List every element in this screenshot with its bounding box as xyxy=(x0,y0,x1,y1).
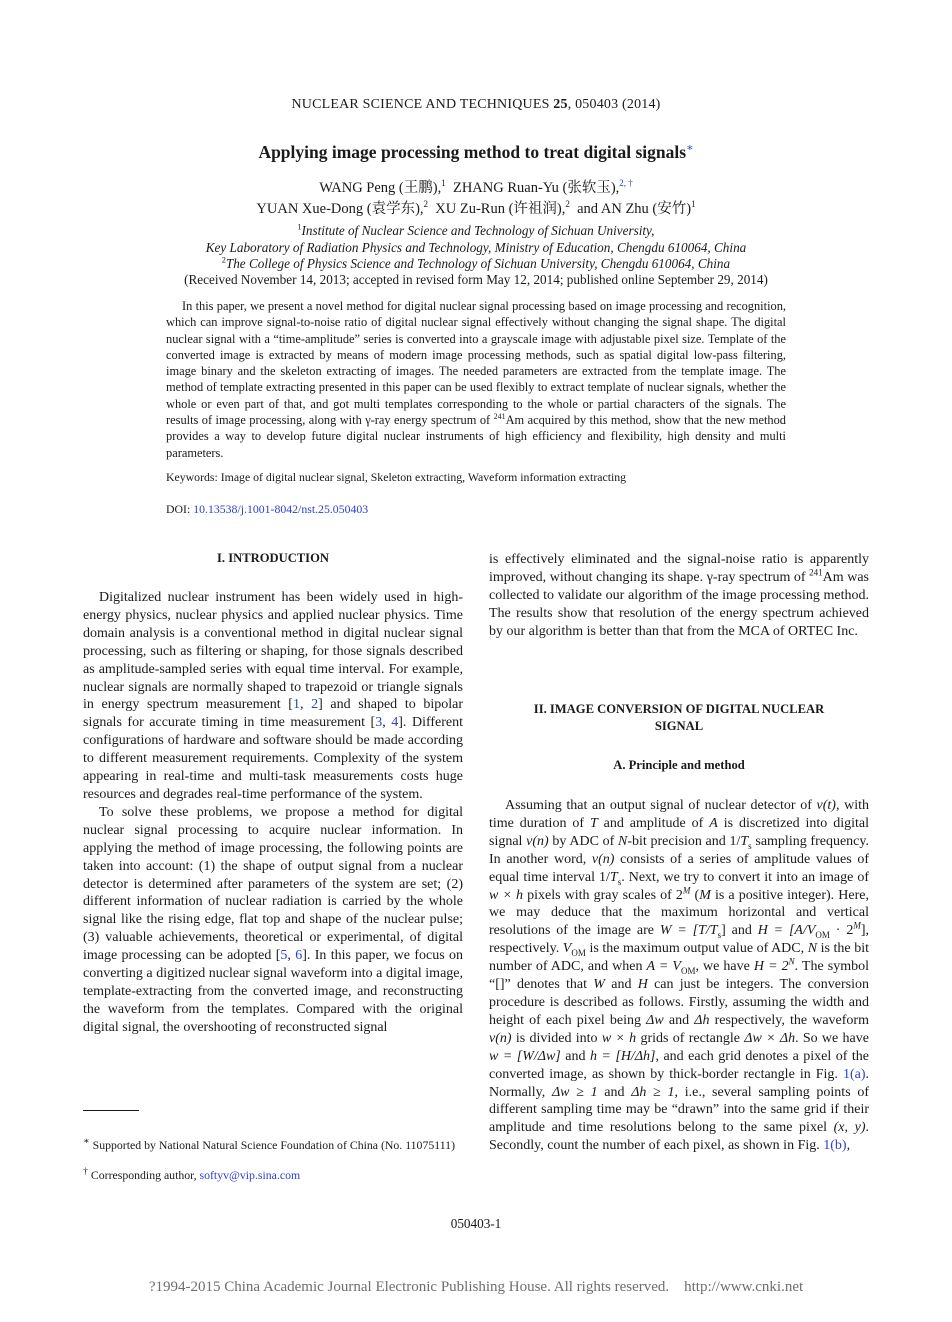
email-link[interactable]: softyv@vip.sina.com xyxy=(199,1168,301,1182)
method-text: consists of a series of amplitude values of equal time interval 1/ xyxy=(489,851,869,885)
math: Δw xyxy=(646,1012,664,1028)
math: H = 2 xyxy=(753,959,789,975)
author-sup: 1 xyxy=(691,199,696,210)
math: A = V xyxy=(646,959,681,975)
abstract-sup: 241 xyxy=(493,411,506,421)
paper-title-text: Applying image processing method to treat digital signals xyxy=(258,142,687,162)
author-yuan-xuedong: YUAN Xue-Dong (袁学东), xyxy=(256,201,424,217)
author-zhang-ruanyu: ZHANG Ruan-Yu (张软玉), xyxy=(452,180,620,196)
method-text: and xyxy=(560,1048,590,1064)
math: (x, y) xyxy=(833,1120,866,1136)
math-sub: s xyxy=(617,876,622,887)
method-text: , with time duration of xyxy=(489,798,869,831)
copyright-footer xyxy=(0,1279,952,1296)
method-text: pixels with gray scales of 2 xyxy=(523,887,683,903)
method-text: is divided into xyxy=(511,1030,602,1046)
author-sup: 2, † xyxy=(619,178,633,189)
author-line-2 xyxy=(0,199,952,219)
title-footnote-mark[interactable]: ∗ xyxy=(686,142,694,155)
math: N xyxy=(618,833,628,849)
author-xu-zurun: XU Zu-Run (许祖润), xyxy=(435,201,566,217)
footnote-text: Supported by National Natural Science Foundation of China (No. 11075111) xyxy=(92,1138,455,1152)
footnote-funding xyxy=(83,1138,463,1153)
math: h = [H/Δh] xyxy=(589,1048,656,1064)
method-body xyxy=(489,797,869,1155)
intro-text: ]. In this paper, we focus on converting a digitized nuclear signal waveform into a digital image, template-extracting from the converted image, and reconstructing the waveform from the templates. Compared with the original digital signal, the overshooting of reconstructed signal xyxy=(83,948,463,1035)
copyright-text: ?1994-2015 China Academic Journal Electronic Publishing House. All rights reserved. xyxy=(148,1279,670,1295)
cnki-link[interactable]: http://www.cnki.net xyxy=(684,1279,804,1295)
author-an-zhu: and AN Zhu (安竹) xyxy=(577,201,692,217)
math: M xyxy=(699,887,711,903)
affiliation-2 xyxy=(0,256,952,272)
method-text: can just be integers. The conversion procedure is described as follows. Firstly, assuming the width and height of each pixel being xyxy=(489,977,869,1028)
math-sub: OM xyxy=(680,965,696,976)
footnote-text: Corresponding author, xyxy=(90,1168,200,1182)
math: T xyxy=(589,815,598,831)
intro-text: Digitalized nuclear instrument has been widely used in high-energy physics, nuclear physics and applied nuclear physics. Time domain analysis is a conventional method in digital nuclear signal processing, such as filtering or shaping, for those signals described as amplitude-sampled series with equal time interval. For example, nuclear signals are normally shaped to trapezoid or triangle signals in energy spectrum measurement [ xyxy=(83,590,463,713)
math: H = [A/V xyxy=(757,923,816,939)
method-text: is a positive integer). Here, we may deduce that the maximum horizontal and vertical resolutions of the image are xyxy=(489,887,869,939)
method-text: , i.e., several sampling points of different sampling time may be “drawn” into the same grid if their amplitude and time resolutions belong to the same pixel xyxy=(489,1084,869,1136)
method-text: , respectively. xyxy=(489,923,869,957)
math-sub: s xyxy=(748,840,752,851)
method-text: ( xyxy=(690,887,700,903)
intro-paragraph-2-end xyxy=(489,551,869,641)
math: A xyxy=(709,815,718,831)
footnote-mark: ∗ xyxy=(83,1136,90,1148)
abstract-text: In this paper, we present a novel method for digital nuclear signal processing based on image processing and recognition, which can improve signal-to-noise ratio of digital nuclear signal effectively without changing the signal shape. The digital nuclear signal with a “time-amplitude” series is converted into a grayscale image with adjustable pixel size. Template of the converted image is extracted by means of modern image processing methods, such as spatial digital low-pass filtering, image binary and the skeleton extracting of images. The needed parameters are extracted from the template image. The method of template extracting presented in this paper can be used flexibly to extract template of nuclear signals, whether the whole or even part of that, and got multi templates corresponding to the whole or partial characters of the signals. The results of image processing, along with γ-ray energy spectrum of xyxy=(166,299,786,428)
intro-text: ]. Different configurations of hardware and software should be made according to different measurement requirements. Complexity of the system appearing in real-time and multi-task measurements costs huge resources and degrades real-time performance of the system. xyxy=(83,715,464,802)
method-text: is discretized into digital signal xyxy=(489,815,869,849)
introduction-continued xyxy=(489,551,869,641)
intro-text: Am was collected to validate our algorithm of the image processing method. The results show that resolution of the energy spectrum achieved by our algorithm is better than that from the MCA of ORTEC Inc. xyxy=(489,569,870,639)
intro-paragraph-1: Digitalized nuclear instrument has been widely used in high-energy physics, nuclear physics and applied nuclear physics. Time domain analysis is a conventional method in digital nuclear signal processing, such as filtering or shaping, for those signals described as amplitude-sampled series with equal time interval. For example, nuclear signals are normally shaped to trapezoid or triangle signals in energy spectrum measurement [1, 2] and shaped to bipolar signals for accurate timing in time measurement [3, 4]. Different configurations of hardware and software should be made according to different measurement requirements. Complexity of the system appearing in real-time and multi-task measurements costs huge resources and degrades real-time performance of the system. xyxy=(83,590,464,802)
subsection-principle-heading: A. Principle and method xyxy=(613,758,745,772)
intro-text: is effectively eliminated and the signal-noise ratio is apparently improved, without changing its shape. γ-ray spectrum of xyxy=(489,552,869,585)
method-text: -bit precision and 1/ xyxy=(627,833,741,849)
math: H xyxy=(637,977,648,993)
figure-link-1b[interactable]: 1(b) xyxy=(823,1138,847,1154)
citation-link[interactable]: 5 xyxy=(280,948,288,964)
section-image-conversion-heading xyxy=(489,701,869,735)
isotope-sup: 241 xyxy=(809,567,823,578)
abstract-text-end: Am acquired by this method, show that the new method provides a way to develop future digital nuclear instruments of high efficiency and flexibility, high density and multi parameters. xyxy=(166,413,786,460)
method-text: . Normally, xyxy=(489,1066,869,1100)
math-sup: M xyxy=(682,884,691,895)
figure-link-1a[interactable]: 1(a) xyxy=(842,1066,866,1082)
method-text: by ADC of xyxy=(548,833,619,849)
intro-text: ] and shaped to bipolar signals for accurate timing in time measurement [ xyxy=(83,697,464,731)
affiliation-text: The College of Physics Science and Technology of Sichuan University, Chengdu 610064, China xyxy=(225,256,731,271)
journal-header xyxy=(0,97,952,113)
journal-issue: , 050403 (2014) xyxy=(567,97,661,112)
method-text: and xyxy=(725,923,758,939)
intro-text: To solve these problems, we propose a method for digital nuclear signal processing to acquire nuclear information. In applying the method of image processing, the following points are taken into account: (1) the shape of output signal from a nuclear detector is determined after parameters of the system are set; (2) different information of nuclear radiation is carried by the whole signal like the rising edge, flat top and shape of the nuclear pulse; (3) valuable achievements, theoretical or experimental, of digital image processing can be adopted [ xyxy=(83,804,463,964)
math: ν(n) xyxy=(526,833,549,849)
math: w × h xyxy=(601,1030,637,1046)
method-text: is the bit number of ADC, and when xyxy=(489,941,869,975)
method-text: Assuming that an output signal of nuclear detector of xyxy=(505,798,817,813)
method-text: . Secondly, count the number of each pixel, as shown in Fig. xyxy=(489,1120,869,1154)
math: ] xyxy=(721,923,726,939)
method-text: , and each grid denotes a pixel of the converted image, as shown by thick-border rectangle in Fig. xyxy=(489,1048,869,1082)
math-sub: OM xyxy=(815,930,830,941)
doi-link[interactable]: 10.13538/j.1001-8042/nst.25.050403 xyxy=(193,502,369,516)
math: T xyxy=(609,869,618,885)
math: w = [W/Δw] xyxy=(489,1048,561,1064)
affiliation-1-line-1 xyxy=(0,223,952,239)
math: V xyxy=(562,941,572,957)
footnote-rule xyxy=(83,1110,139,1111)
citation-link[interactable]: 1 xyxy=(292,697,300,713)
author-wang-peng: WANG Peng (王鹏), xyxy=(319,180,442,196)
math: W = [T/T xyxy=(659,923,718,939)
method-text: respectively, the waveform xyxy=(709,1012,869,1028)
method-paragraph xyxy=(489,797,869,1155)
method-text: and xyxy=(597,1084,632,1100)
paper-title xyxy=(0,142,952,163)
math: Δw × Δh xyxy=(744,1030,796,1046)
affiliation-text: Institute of Nuclear Science and Technology of Sichuan University, xyxy=(301,223,655,238)
math: Δh ≥ 1 xyxy=(631,1084,675,1100)
affiliation-sup: 2 xyxy=(221,255,226,265)
math: N xyxy=(807,941,818,957)
method-text: sampling frequency. In another word, xyxy=(489,833,869,867)
math: · 2 xyxy=(829,923,854,939)
method-text: and xyxy=(663,1012,695,1028)
author-line-1 xyxy=(0,178,952,198)
math-sup: M xyxy=(853,920,861,931)
journal-name: NUCLEAR SCIENCE AND TECHNIQUES xyxy=(291,97,550,112)
math: ] xyxy=(860,923,866,939)
method-text: . So we have xyxy=(795,1030,869,1046)
method-text: . The symbol “[]” denotes that xyxy=(489,959,869,993)
affiliation-1-line-2 xyxy=(0,240,952,256)
method-text: and xyxy=(604,977,638,993)
method-text: . Next, we try to convert it into an image of xyxy=(621,869,869,885)
math-sub: OM xyxy=(571,948,586,959)
math: w × h xyxy=(489,887,523,903)
page-number: 050403-1 xyxy=(450,1216,502,1231)
introduction-body xyxy=(83,589,463,1037)
method-text: , we have xyxy=(695,959,754,975)
intro-paragraph-2: To solve these problems, we propose a method for digital nuclear signal processing to acquire nuclear information. In applying the method of image processing, the following points are taken into account: (1) the shape of output signal from a nuclear detector is determined after parameters of the system are set; (2) different information of nuclear radiation is carried by the whole signal like the rising edge, flat top and shape of the nuclear pulse; (3) valuable achievements, theoretical or experimental, of digital image processing can be adopted [5, 6]. In this paper, we focus on converting a digitized nuclear signal waveform into a digital image, template-extracting from the converted image, and reconstructing the waveform from the templates. Compared with the original digital signal, the overshooting of reconstructed signal xyxy=(83,804,463,1035)
author-sup: 2 xyxy=(423,199,429,210)
method-text: and amplitude of xyxy=(597,815,710,831)
method-text: is the maximum output value of ADC, xyxy=(585,941,808,957)
affiliation-text: Key Laboratory of Radiation Physics and Technology, Ministry of Education, Chengdu 610064, China xyxy=(205,240,747,255)
citation-link[interactable]: 2 xyxy=(311,697,319,713)
keywords: Keywords: Image of digital nuclear signal, Skeleton extracting, Waveform information extracting xyxy=(166,470,627,484)
doi-label: DOI: xyxy=(166,502,194,516)
section-heading-line: II. IMAGE CONVERSION OF DIGITAL NUCLEAR xyxy=(533,702,825,716)
received-dates: (Received November 14, 2013; accepted in revised form May 12, 2014; published online September 29, 2014) xyxy=(184,272,768,287)
section-heading-line: SIGNAL xyxy=(654,719,704,733)
math: Δw ≥ 1 xyxy=(551,1084,598,1100)
math: ν(n) xyxy=(591,851,615,867)
author-sup: 1 xyxy=(441,178,446,189)
math: Δh xyxy=(694,1012,710,1028)
abstract xyxy=(166,298,786,461)
method-text: , xyxy=(846,1138,851,1154)
math: W xyxy=(593,977,605,993)
math: T xyxy=(740,833,749,849)
method-text: grids of rectangle xyxy=(636,1030,745,1046)
math: ν(t) xyxy=(816,798,836,813)
journal-volume: 25 xyxy=(553,97,568,112)
affiliation-sup: 1 xyxy=(297,222,302,232)
citation-link[interactable]: 3 xyxy=(375,715,383,731)
author-sup: 2 xyxy=(565,199,570,210)
math-sup: N xyxy=(788,956,795,967)
section-introduction-heading: I. INTRODUCTION xyxy=(217,551,329,565)
math: ν(n) xyxy=(489,1030,512,1046)
citation-link[interactable]: 4 xyxy=(391,715,399,731)
footnote-corresponding xyxy=(83,1168,463,1183)
doi xyxy=(166,502,368,517)
citation-link[interactable]: 6 xyxy=(295,948,303,964)
footnote-mark: † xyxy=(83,1166,88,1178)
math-sub: s xyxy=(717,930,722,941)
